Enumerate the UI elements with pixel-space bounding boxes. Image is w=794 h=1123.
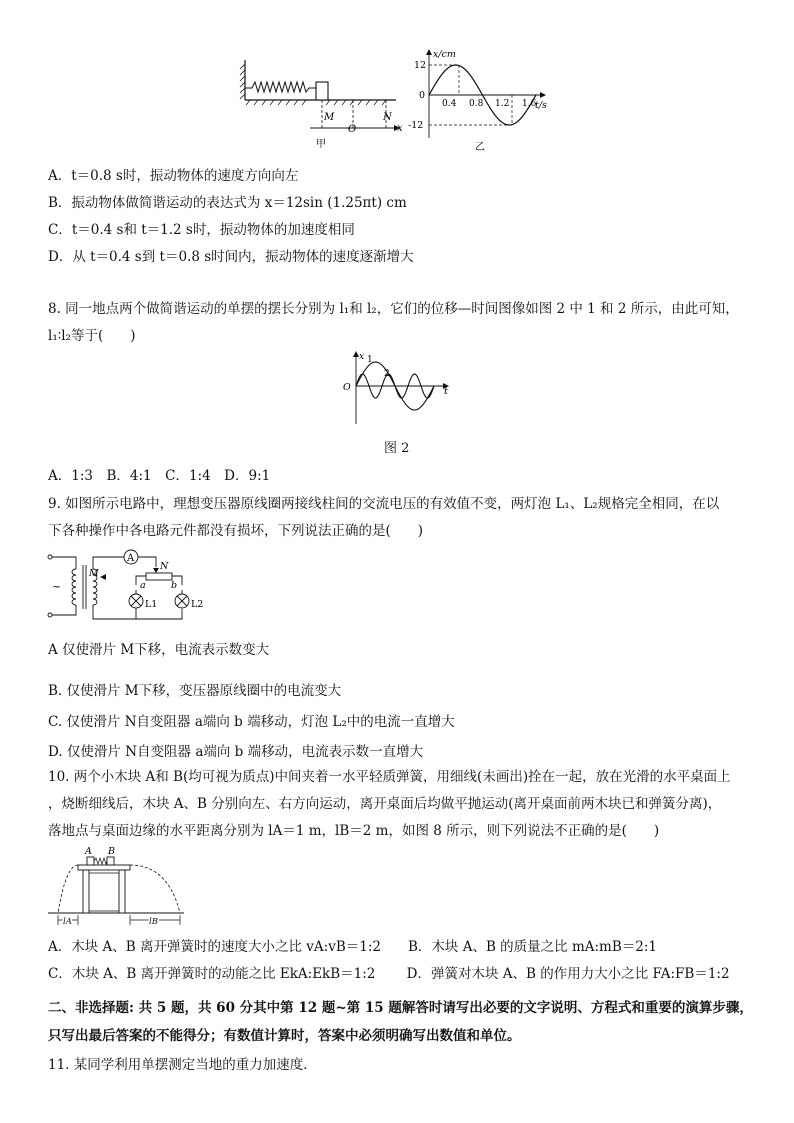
label-a: a <box>140 580 146 591</box>
x-tick-1.2: 1.2 <box>495 99 510 109</box>
y-tick-12: 12 <box>414 60 427 71</box>
label-M: M <box>324 112 335 123</box>
x-tick-0.8: 0.8 <box>469 99 484 109</box>
curve-2-label: 2 <box>384 369 390 379</box>
part2-heading-line1: 二、非选择题: 共 5 题，共 60 分其中第 12 题~第 15 题解答时请写出必要的文字说明、方程式和重要的演算步骤， <box>48 1000 753 1016</box>
x-tick-1.6: 1.6 <box>522 99 537 109</box>
label-M: M <box>89 568 99 579</box>
q7-option-b: B．振动物体做简谐运动的表达式为 x＝12sin (1.25πt) cm <box>48 195 407 211</box>
q11-stem: 11. 某同学利用单摆测定当地的重力加速度． <box>48 1057 317 1073</box>
ac-source-symbol: ~ <box>52 580 62 593</box>
label-x: x <box>359 352 365 362</box>
q10-stem-line1: 10. 两个小木块 A和 B(均可视为质点)中间夹着一水平轻质弹簧，用细线(未画出)拴在一起，放在光滑的水平桌面上 <box>48 769 731 785</box>
figure-table-projectiles <box>46 843 196 928</box>
q10-options-row1: A．木块 A、B 离开弹簧时的速度大小之比 vA:vB＝1:2 B．木块 A、B 的质量之比 mA:mB＝2:1 <box>48 939 658 955</box>
caption-yi: 乙 <box>475 142 485 153</box>
figure-2-caption: 图 2 <box>384 441 410 456</box>
label-x: x <box>397 123 403 134</box>
caption-jia: 甲 <box>316 139 326 150</box>
label-B: B <box>108 846 115 857</box>
q10-stem-line3: 落地点与桌面边缘的水平距离分别为 lA＝1 m，lB＝2 m，如图 8 所示，则下列说法不正确的是( ) <box>48 823 660 839</box>
figure-pendulum-graph <box>338 348 453 428</box>
figure-transformer-circuit <box>46 545 216 627</box>
q9-stem-line1: 9. 如图所示电路中，理想变压器原线圈两接线柱间的交流电压的有效值不变，两灯泡 L₁、L₂规格完全相同，在以 <box>48 496 720 512</box>
figure-spring-oscillator <box>236 52 411 152</box>
curve-1-label: 1 <box>367 355 373 365</box>
q7-option-a: A．t＝0.8 s时，振动物体的速度方向向左 <box>48 168 299 184</box>
q9-option-b: B. 仅使滑片 M下移，变压器原线圈中的电流变大 <box>48 683 342 699</box>
q7-option-d: D．从 t＝0.4 s到 t＝0.8 s时间内，振动物体的速度逐渐增大 <box>48 249 414 265</box>
label-A: A <box>85 846 92 857</box>
q9-option-d: D. 仅使滑片 N自变阻器 a端向 b 端移动，电流表示数一直增大 <box>48 744 424 760</box>
y-axis-label: x/cm <box>433 49 456 60</box>
label-lB: lB <box>149 917 158 927</box>
x-tick-0.4: 0.4 <box>442 99 457 109</box>
label-O: O <box>343 382 351 393</box>
label-N: N <box>383 112 392 123</box>
figure-displacement-time-graph <box>405 46 565 156</box>
q8-stem-line1: 8. 同一地点两个做简谐运动的单摆的摆长分别为 l₁和 l₂，它们的位移—时间图像如图 2 中 1 和 2 所示，由此可知， <box>48 301 739 317</box>
ammeter-symbol: A <box>127 553 135 564</box>
q7-option-c: C．t＝0.4 s和 t＝1.2 s时，振动物体的加速度相同 <box>48 222 355 238</box>
y-tick-0: 0 <box>419 90 426 101</box>
y-tick-neg12: -12 <box>408 120 424 131</box>
label-b: b <box>171 580 178 591</box>
q9-option-a: A 仅使滑片 M下移，电流表示数变大 <box>48 642 270 658</box>
lamp-L1-label: L1 <box>145 599 158 610</box>
label-N: N <box>160 561 169 572</box>
label-t: t <box>444 386 448 397</box>
q10-stem-line2: ，烧断细线后，木块 A、B 分别向左、右方向运动，离开桌面后均做平抛运动(离开桌面前两木块已和弹簧分离)， <box>48 796 722 812</box>
label-lA: lA <box>63 917 72 927</box>
q10-options-row2: C．木块 A、B 离开弹簧时的动能之比 EkA:EkB＝1:2 D．弹簧对木块 A、B 的作用力大小之比 FA:FB＝1:2 <box>48 966 730 982</box>
q9-option-c: C. 仅使滑片 N自变阻器 a端向 b 端移动，灯泡 L₂中的电流一直增大 <box>48 714 455 730</box>
lamp-L2-label: L2 <box>191 599 204 610</box>
part2-heading-line2: 只写出最后答案的不能得分；有数值计算时，答案中必须明确写出数值和单位。 <box>48 1028 521 1044</box>
q9-stem-line2: 下各种操作中各电路元件都没有损坏，下列说法正确的是( ) <box>48 523 424 539</box>
x-axis-label: t/s <box>535 100 547 111</box>
q8-stem-line2: l₁∶l₂等于( ) <box>48 328 136 344</box>
q8-options: A．1:3 B．4:1 C．1:4 D．9:1 <box>48 468 271 484</box>
label-O: O <box>348 124 357 135</box>
